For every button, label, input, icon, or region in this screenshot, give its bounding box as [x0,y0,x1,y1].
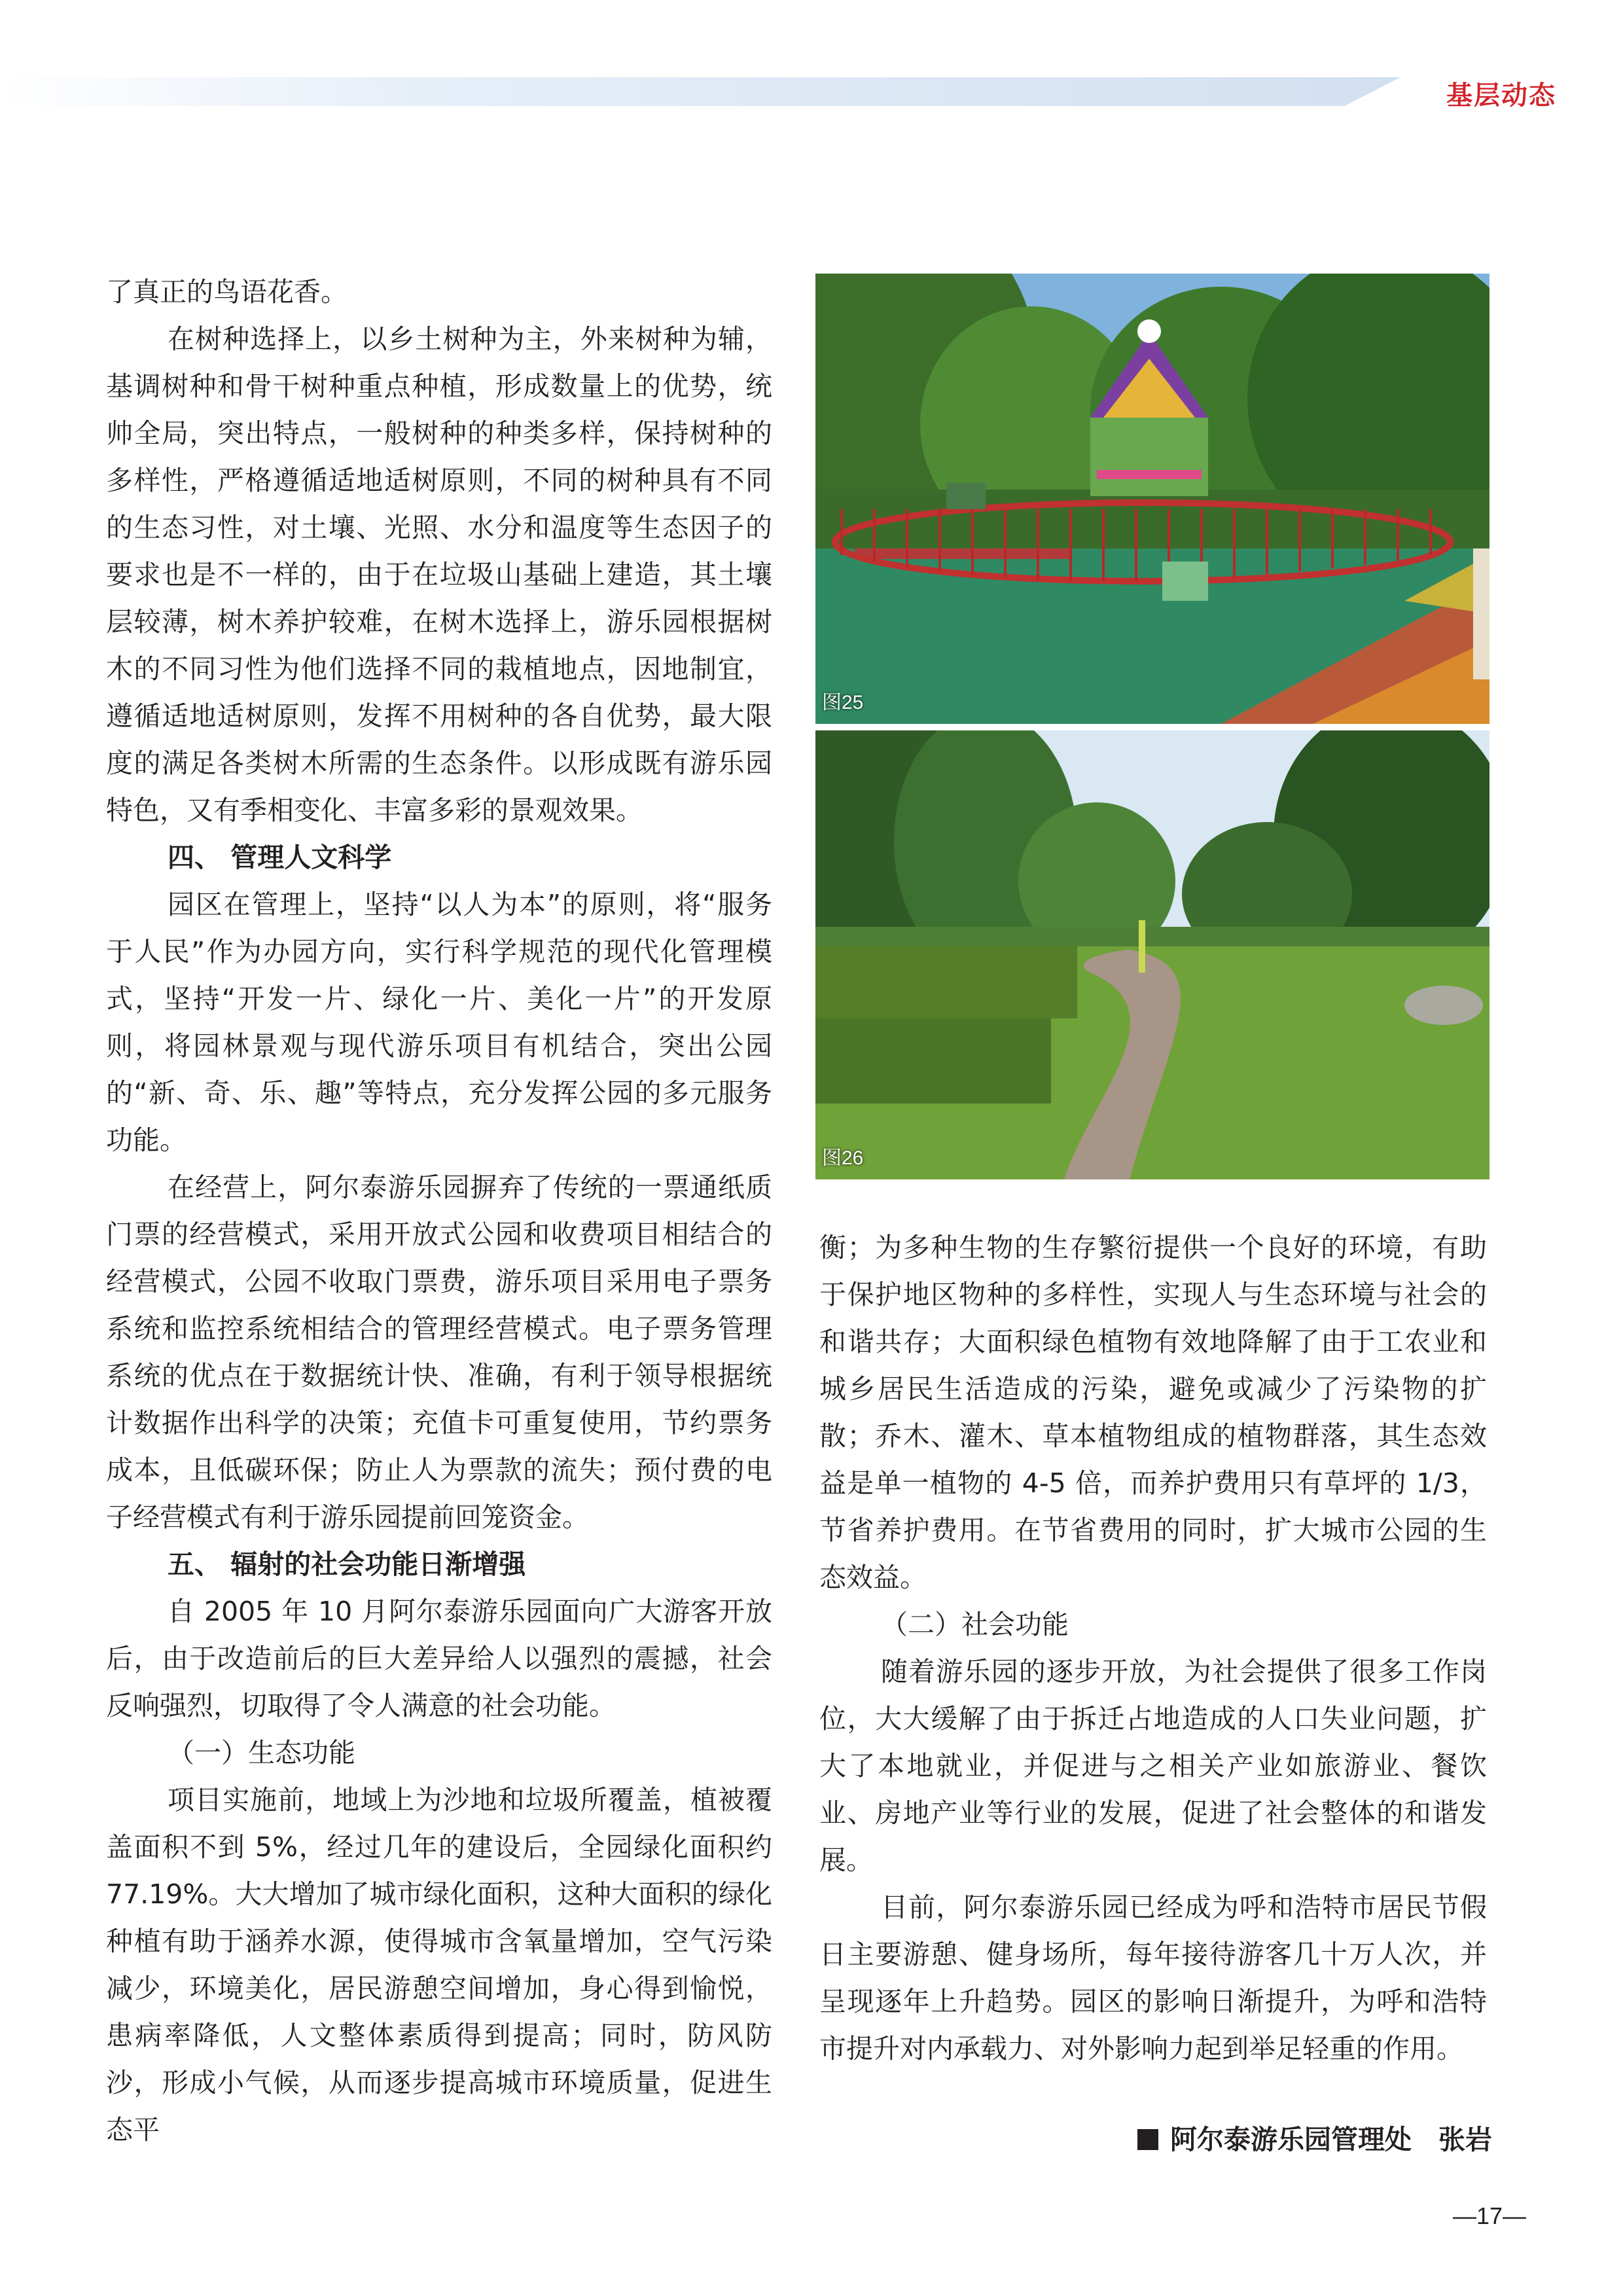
photo-caption: 图26 [822,1147,864,1169]
paragraph: 自 2005 年 10 月阿尔泰游乐园面向广大游客开放后，由于改造前后的巨大差异给人以强烈的震撼，社会反响强烈，切取得了令人满意的社会功能。 [106,1596,772,1721]
photo-park-path [815,730,1489,1179]
subsection-heading: （二）社会功能 [881,1609,1069,1640]
right-column [819,1224,1487,2072]
section-heading: 五、 辐射的社会功能日渐增强 [168,1549,526,1580]
paragraph: 园区在管理上，坚持“以人为本”的原则，将“服务于人民”作为办园方向，实行科学规范的现代化管理模式，坚持“开发一片、绿化一片、美化一片”的开发原则，将园林景观与现代游乐项目有机结合，突出公园的“新、奇、乐、趣”等特点，充分发挥公园的多元服务功能。 [106,889,772,1156]
page-number: —17— [1452,2202,1527,2229]
left-column [106,268,772,2153]
paragraph: 了真正的鸟语花香。 [106,276,348,308]
carousel-photo-image [815,274,1489,724]
paragraph: 项目实施前，地域上为沙地和垃圾所覆盖，植被覆盖面积不到 5%，经过几年的建设后，全园绿化面积约 77.19%。大大增加了城市绿化面积，这种大面积的绿化种植有助于涵养水源，使得城市含氧量增加，空气污染减少，环境美化，居民游憩空间增加，身心得到愉悦，患病率降低，人文整体素质得到提高；同时，防风防沙，形成小气候，从而逐步提高城市环境质量，促进生态平 [106,1784,772,2145]
paragraph: 目前，阿尔泰游乐园已经成为呼和浩特市居民节假日主要游憩、健身场所，每年接待游客几十万人次，并呈现逐年上升趋势。园区的影响日渐提升，为呼和浩特市提升对内承载力、对外影响力起到举足轻重的作用。 [819,1892,1487,2064]
path-photo-image [815,730,1489,1179]
author-credit [1113,2118,1492,2157]
section-label: 基层动态 [1446,81,1556,111]
author-name: 阿尔泰游乐园管理处 张岩 [1170,2124,1492,2155]
header-band [0,77,1400,106]
subsection-heading: （一）生态功能 [168,1737,355,1768]
paragraph: 在经营上，阿尔泰游乐园摒弃了传统的一票通纸质门票的经营模式，采用开放式公园和收费项目相结合的经营模式，公园不收取门票费，游乐项目采用电子票务系统和监控系统相结合的管理经营模式。电子票务管理系统的优点在于数据统计快、准确，有利于领导根据统计数据作出科学的决策；充值卡可重复使用，节约票务成本，且低碳环保；防止人为票款的流失；预付费的电子经营模式有利于游乐园提前回笼资金。 [106,1172,772,1533]
photo-carousel [815,274,1489,724]
paragraph: 随着游乐园的逐步开放，为社会提供了很多工作岗位，大大缓解了由于拆迁占地造成的人口失业问题，扩大了本地就业，并促进与之相关产业如旅游业、餐饮业、房地产业等行业的发展，促进了社会整体的和谐发展。 [819,1656,1487,1876]
photo-caption: 图25 [822,692,864,713]
paragraph: 衡；为多种生物的生存繁衍提供一个良好的环境，有助于保护地区物种的多样性，实现人与生态环境与社会的和谐共存；大面积绿色植物有效地降解了由于工农业和城乡居民生活造成的污染，避免或减少了污染物的扩散；乔木、灌木、草本植物组成的植物群落，其生态效益是单一植物的 4-5 倍，而养护费用只有草坪的 1/3，节省养护费用。在节省费用的同时，扩大城市公园的生态效益。 [819,1232,1487,1593]
section-heading: 四、 管理人文科学 [168,842,392,873]
square-bullet-icon [1137,2129,1158,2150]
paragraph: 在树种选择上，以乡土树种为主，外来树种为辅，基调树种和骨干树种重点种植，形成数量上的优势，统帅全局，突出特点，一般树种的种类多样，保持树种的多样性，严格遵循适地适树原则，不同的树种具有不同的生态习性，对土壤、光照、水分和温度等生态因子的要求也是不一样的，由于在垃圾山基础上建造，其土壤层较薄，树木养护较难，在树木选择上，游乐园根据树木的不同习性为他们选择不同的栽植地点，因地制宜，遵循适地适树原则，发挥不用树种的各自优势，最大限度的满足各类树木所需的生态条件。以形成既有游乐园特色，又有季相变化、丰富多彩的景观效果。 [106,323,772,826]
